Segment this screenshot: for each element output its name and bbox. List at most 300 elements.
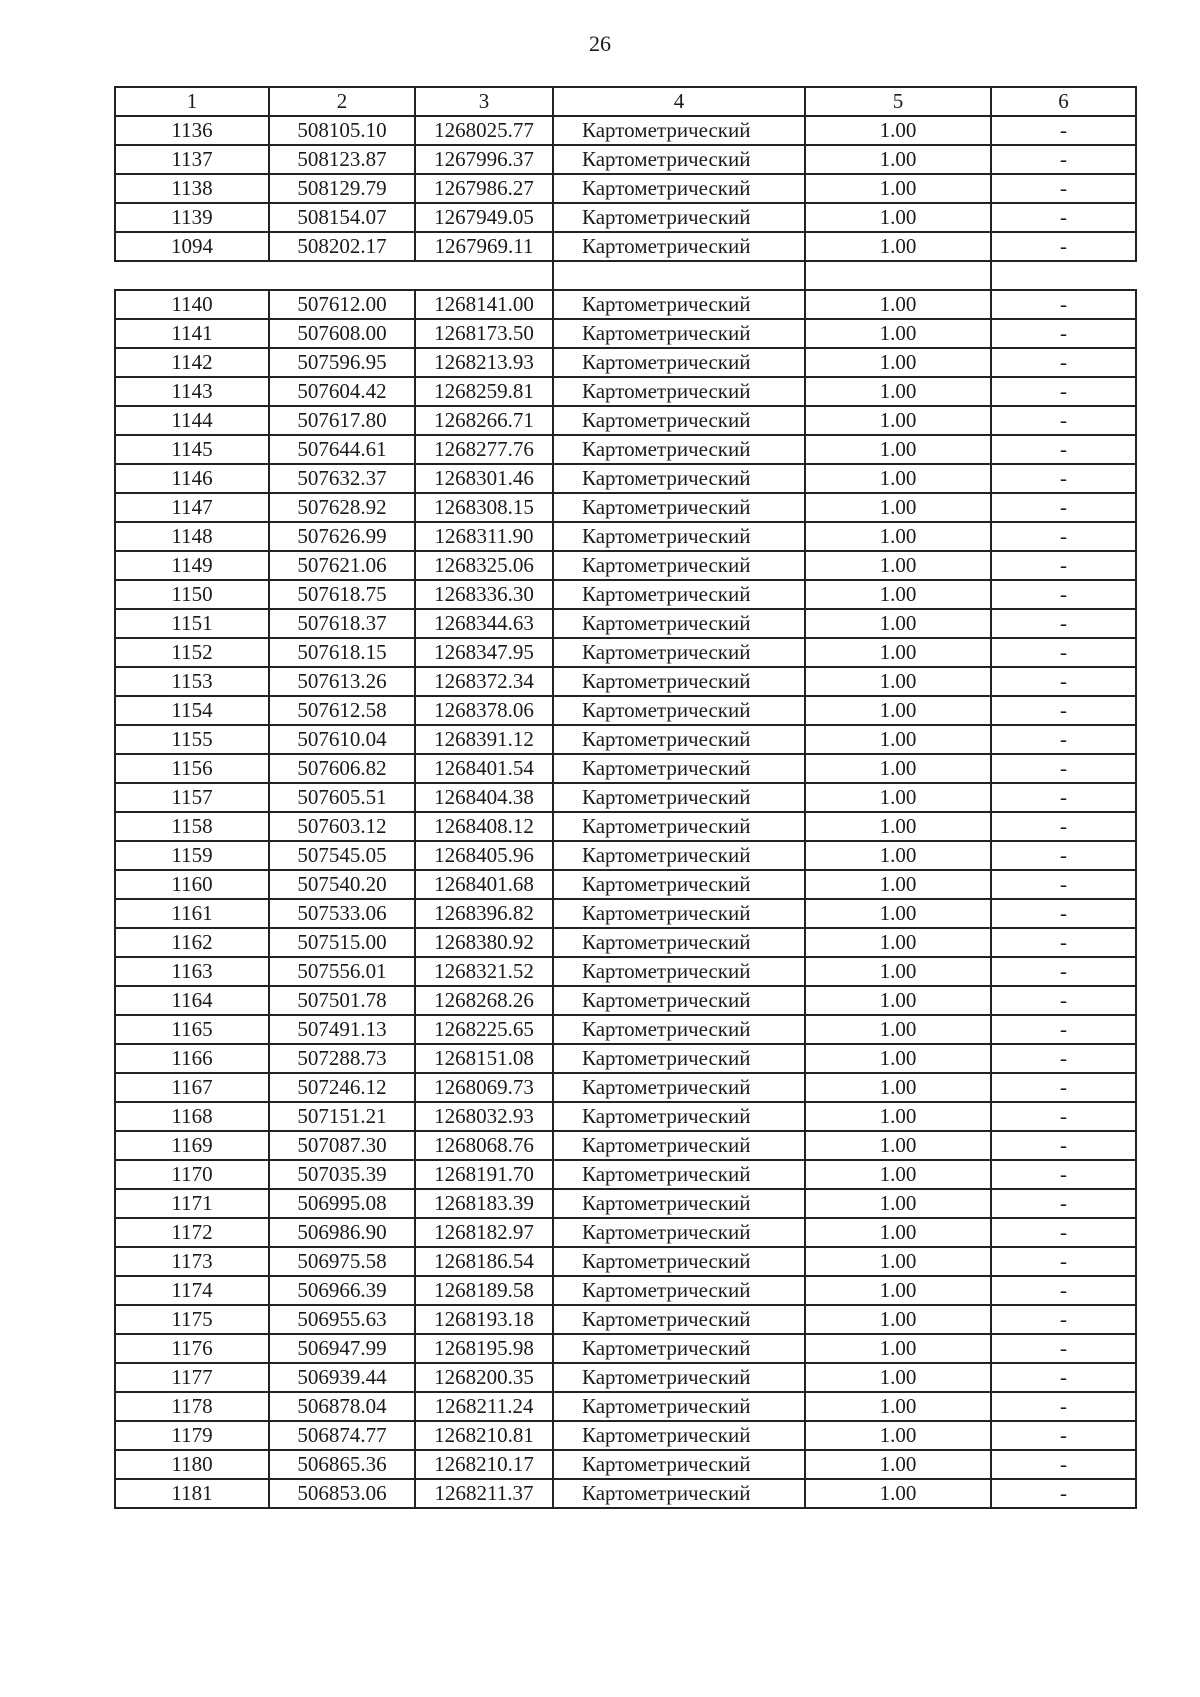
point-number-cell: 1178 <box>115 1392 269 1421</box>
x-coordinate-cell: 506947.99 <box>269 1334 415 1363</box>
table-row <box>115 1276 1136 1305</box>
method-cell: Картометрический <box>553 580 805 609</box>
x-coordinate-cell: 507613.26 <box>269 667 415 696</box>
x-coordinate-cell: 507035.39 <box>269 1160 415 1189</box>
note-cell: - <box>991 493 1136 522</box>
note-cell: - <box>991 522 1136 551</box>
table-row <box>115 957 1136 986</box>
y-coordinate-cell: 1268380.92 <box>415 928 553 957</box>
note-cell: - <box>991 928 1136 957</box>
accuracy-cell: 1.00 <box>805 725 991 754</box>
accuracy-cell: 1.00 <box>805 783 991 812</box>
y-coordinate-cell: 1268141.00 <box>415 290 553 319</box>
y-coordinate-cell: 1268195.98 <box>415 1334 553 1363</box>
point-number-cell: 1168 <box>115 1102 269 1131</box>
y-coordinate-cell: 1268259.81 <box>415 377 553 406</box>
method-cell: Картометрический <box>553 1305 805 1334</box>
method-cell: Картометрический <box>553 1102 805 1131</box>
empty-cell <box>553 261 805 290</box>
point-number-cell: 1137 <box>115 145 269 174</box>
table-row <box>115 1131 1136 1160</box>
y-coordinate-cell: 1268347.95 <box>415 638 553 667</box>
point-number-cell: 1139 <box>115 203 269 232</box>
method-cell: Картометрический <box>553 899 805 928</box>
accuracy-cell: 1.00 <box>805 1276 991 1305</box>
note-cell: - <box>991 377 1136 406</box>
note-cell: - <box>991 812 1136 841</box>
accuracy-cell: 1.00 <box>805 1160 991 1189</box>
x-coordinate-cell: 507612.58 <box>269 696 415 725</box>
table-row <box>115 841 1136 870</box>
note-cell: - <box>991 667 1136 696</box>
table-row <box>115 1015 1136 1044</box>
y-coordinate-cell: 1268401.54 <box>415 754 553 783</box>
point-number-cell: 1170 <box>115 1160 269 1189</box>
table-row <box>115 667 1136 696</box>
accuracy-cell: 1.00 <box>805 812 991 841</box>
point-number-cell: 1153 <box>115 667 269 696</box>
empty-cell <box>115 261 553 290</box>
y-coordinate-cell: 1268189.58 <box>415 1276 553 1305</box>
point-number-cell: 1145 <box>115 435 269 464</box>
note-cell: - <box>991 1479 1136 1508</box>
table-row <box>115 1160 1136 1189</box>
note-cell: - <box>991 783 1136 812</box>
accuracy-cell: 1.00 <box>805 464 991 493</box>
empty-cell <box>805 261 991 290</box>
table-row <box>115 174 1136 203</box>
table-row <box>115 638 1136 667</box>
accuracy-cell: 1.00 <box>805 551 991 580</box>
y-coordinate-cell: 1268211.24 <box>415 1392 553 1421</box>
method-cell: Картометрический <box>553 1218 805 1247</box>
method-cell: Картометрический <box>553 232 805 261</box>
x-coordinate-cell: 507151.21 <box>269 1102 415 1131</box>
accuracy-cell: 1.00 <box>805 957 991 986</box>
point-number-cell: 1160 <box>115 870 269 899</box>
y-coordinate-cell: 1268277.76 <box>415 435 553 464</box>
note-cell: - <box>991 725 1136 754</box>
method-cell: Картометрический <box>553 928 805 957</box>
note-cell: - <box>991 116 1136 145</box>
method-cell: Картометрический <box>553 1131 805 1160</box>
note-cell: - <box>991 1392 1136 1421</box>
table-row <box>115 899 1136 928</box>
table-row <box>115 232 1136 261</box>
point-number-cell: 1144 <box>115 406 269 435</box>
y-coordinate-cell: 1268068.76 <box>415 1131 553 1160</box>
x-coordinate-cell: 507632.37 <box>269 464 415 493</box>
y-coordinate-cell: 1268396.82 <box>415 899 553 928</box>
y-coordinate-cell: 1268211.37 <box>415 1479 553 1508</box>
note-cell: - <box>991 174 1136 203</box>
table-row <box>115 145 1136 174</box>
note-cell: - <box>991 290 1136 319</box>
method-cell: Картометрический <box>553 1189 805 1218</box>
note-cell: - <box>991 551 1136 580</box>
accuracy-cell: 1.00 <box>805 1421 991 1450</box>
point-number-cell: 1136 <box>115 116 269 145</box>
table-row <box>115 1247 1136 1276</box>
y-coordinate-cell: 1268200.35 <box>415 1363 553 1392</box>
accuracy-cell: 1.00 <box>805 841 991 870</box>
point-number-cell: 1181 <box>115 1479 269 1508</box>
accuracy-cell: 1.00 <box>805 899 991 928</box>
method-cell: Картометрический <box>553 493 805 522</box>
x-coordinate-cell: 506986.90 <box>269 1218 415 1247</box>
point-number-cell: 1141 <box>115 319 269 348</box>
y-coordinate-cell: 1268391.12 <box>415 725 553 754</box>
table-row <box>115 783 1136 812</box>
y-coordinate-cell: 1268186.54 <box>415 1247 553 1276</box>
note-cell: - <box>991 1334 1136 1363</box>
table-row <box>115 1218 1136 1247</box>
note-cell: - <box>991 145 1136 174</box>
note-cell: - <box>991 1015 1136 1044</box>
x-coordinate-cell: 508202.17 <box>269 232 415 261</box>
method-cell: Картометрический <box>553 551 805 580</box>
point-number-cell: 1162 <box>115 928 269 957</box>
page-number: 26 <box>589 31 611 56</box>
y-coordinate-cell: 1268378.06 <box>415 696 553 725</box>
table-row <box>115 1102 1136 1131</box>
y-coordinate-cell: 1268336.30 <box>415 580 553 609</box>
x-coordinate-cell: 507596.95 <box>269 348 415 377</box>
method-cell: Картометрический <box>553 1334 805 1363</box>
method-cell: Картометрический <box>553 638 805 667</box>
table-row <box>115 1392 1136 1421</box>
x-coordinate-cell: 507626.99 <box>269 522 415 551</box>
note-cell: - <box>991 580 1136 609</box>
accuracy-cell: 1.00 <box>805 1189 991 1218</box>
note-cell: - <box>991 319 1136 348</box>
column-header: 2 <box>269 87 415 116</box>
method-cell: Картометрический <box>553 870 805 899</box>
point-number-cell: 1180 <box>115 1450 269 1479</box>
table-row <box>115 348 1136 377</box>
x-coordinate-cell: 506955.63 <box>269 1305 415 1334</box>
point-number-cell: 1161 <box>115 899 269 928</box>
method-cell: Картометрический <box>553 696 805 725</box>
point-number-cell: 1157 <box>115 783 269 812</box>
method-cell: Картометрический <box>553 783 805 812</box>
x-coordinate-cell: 507246.12 <box>269 1073 415 1102</box>
method-cell: Картометрический <box>553 406 805 435</box>
accuracy-cell: 1.00 <box>805 1131 991 1160</box>
column-header: 3 <box>415 87 553 116</box>
note-cell: - <box>991 232 1136 261</box>
table-gap-row <box>115 261 1136 290</box>
y-coordinate-cell: 1268069.73 <box>415 1073 553 1102</box>
note-cell: - <box>991 841 1136 870</box>
note-cell: - <box>991 1450 1136 1479</box>
x-coordinate-cell: 506995.08 <box>269 1189 415 1218</box>
table-row <box>115 696 1136 725</box>
method-cell: Картометрический <box>553 841 805 870</box>
point-number-cell: 1140 <box>115 290 269 319</box>
x-coordinate-cell: 507540.20 <box>269 870 415 899</box>
y-coordinate-cell: 1268193.18 <box>415 1305 553 1334</box>
method-cell: Картометрический <box>553 435 805 464</box>
method-cell: Картометрический <box>553 377 805 406</box>
column-header: 1 <box>115 87 269 116</box>
note-cell: - <box>991 609 1136 638</box>
accuracy-cell: 1.00 <box>805 145 991 174</box>
table-row <box>115 406 1136 435</box>
method-cell: Картометрический <box>553 812 805 841</box>
x-coordinate-cell: 507604.42 <box>269 377 415 406</box>
y-coordinate-cell: 1268266.71 <box>415 406 553 435</box>
table-row <box>115 754 1136 783</box>
y-coordinate-cell: 1268308.15 <box>415 493 553 522</box>
note-cell: - <box>991 754 1136 783</box>
y-coordinate-cell: 1268372.34 <box>415 667 553 696</box>
y-coordinate-cell: 1267996.37 <box>415 145 553 174</box>
x-coordinate-cell: 507618.15 <box>269 638 415 667</box>
method-cell: Картометрический <box>553 1044 805 1073</box>
x-coordinate-cell: 507491.13 <box>269 1015 415 1044</box>
point-number-cell: 1179 <box>115 1421 269 1450</box>
note-cell: - <box>991 1421 1136 1450</box>
x-coordinate-cell: 507515.00 <box>269 928 415 957</box>
accuracy-cell: 1.00 <box>805 1015 991 1044</box>
method-cell: Картометрический <box>553 754 805 783</box>
method-cell: Картометрический <box>553 319 805 348</box>
table-header-row <box>115 87 1136 116</box>
point-number-cell: 1143 <box>115 377 269 406</box>
column-header: 4 <box>553 87 805 116</box>
point-number-cell: 1159 <box>115 841 269 870</box>
x-coordinate-cell: 507556.01 <box>269 957 415 986</box>
table-row <box>115 319 1136 348</box>
column-header: 5 <box>805 87 991 116</box>
method-cell: Картометрический <box>553 1363 805 1392</box>
table-row <box>115 1073 1136 1102</box>
point-number-cell: 1147 <box>115 493 269 522</box>
point-number-cell: 1158 <box>115 812 269 841</box>
y-coordinate-cell: 1268025.77 <box>415 116 553 145</box>
note-cell: - <box>991 696 1136 725</box>
method-cell: Картометрический <box>553 290 805 319</box>
method-cell: Картометрический <box>553 348 805 377</box>
table-row <box>115 522 1136 551</box>
method-cell: Картометрический <box>553 1073 805 1102</box>
point-number-cell: 1175 <box>115 1305 269 1334</box>
accuracy-cell: 1.00 <box>805 1218 991 1247</box>
x-coordinate-cell: 508154.07 <box>269 203 415 232</box>
point-number-cell: 1156 <box>115 754 269 783</box>
accuracy-cell: 1.00 <box>805 203 991 232</box>
accuracy-cell: 1.00 <box>805 348 991 377</box>
method-cell: Картометрический <box>553 464 805 493</box>
accuracy-cell: 1.00 <box>805 1305 991 1334</box>
point-number-cell: 1173 <box>115 1247 269 1276</box>
method-cell: Картометрический <box>553 1276 805 1305</box>
x-coordinate-cell: 506975.58 <box>269 1247 415 1276</box>
accuracy-cell: 1.00 <box>805 1392 991 1421</box>
point-number-cell: 1148 <box>115 522 269 551</box>
accuracy-cell: 1.00 <box>805 493 991 522</box>
table-row <box>115 493 1136 522</box>
x-coordinate-cell: 507610.04 <box>269 725 415 754</box>
accuracy-cell: 1.00 <box>805 1073 991 1102</box>
note-cell: - <box>991 1073 1136 1102</box>
point-number-cell: 1152 <box>115 638 269 667</box>
accuracy-cell: 1.00 <box>805 1044 991 1073</box>
point-number-cell: 1172 <box>115 1218 269 1247</box>
note-cell: - <box>991 1102 1136 1131</box>
y-coordinate-cell: 1268311.90 <box>415 522 553 551</box>
point-number-cell: 1166 <box>115 1044 269 1073</box>
accuracy-cell: 1.00 <box>805 609 991 638</box>
accuracy-cell: 1.00 <box>805 580 991 609</box>
point-number-cell: 1165 <box>115 1015 269 1044</box>
x-coordinate-cell: 506865.36 <box>269 1450 415 1479</box>
y-coordinate-cell: 1268321.52 <box>415 957 553 986</box>
note-cell: - <box>991 1363 1136 1392</box>
x-coordinate-cell: 508123.87 <box>269 145 415 174</box>
method-cell: Картометрический <box>553 667 805 696</box>
table-gap-section <box>115 261 1136 290</box>
y-coordinate-cell: 1268191.70 <box>415 1160 553 1189</box>
note-cell: - <box>991 1044 1136 1073</box>
table-row <box>115 435 1136 464</box>
note-cell: - <box>991 899 1136 928</box>
coordinates-table <box>114 86 1137 1509</box>
accuracy-cell: 1.00 <box>805 986 991 1015</box>
method-cell: Картометрический <box>553 522 805 551</box>
x-coordinate-cell: 507617.80 <box>269 406 415 435</box>
point-number-cell: 1176 <box>115 1334 269 1363</box>
y-coordinate-cell: 1268182.97 <box>415 1218 553 1247</box>
point-number-cell: 1138 <box>115 174 269 203</box>
accuracy-cell: 1.00 <box>805 1247 991 1276</box>
note-cell: - <box>991 957 1136 986</box>
point-number-cell: 1149 <box>115 551 269 580</box>
method-cell: Картометрический <box>553 1247 805 1276</box>
note-cell: - <box>991 1276 1136 1305</box>
note-cell: - <box>991 406 1136 435</box>
x-coordinate-cell: 507621.06 <box>269 551 415 580</box>
accuracy-cell: 1.00 <box>805 435 991 464</box>
point-number-cell: 1177 <box>115 1363 269 1392</box>
y-coordinate-cell: 1268405.96 <box>415 841 553 870</box>
accuracy-cell: 1.00 <box>805 870 991 899</box>
y-coordinate-cell: 1268325.06 <box>415 551 553 580</box>
point-number-cell: 1169 <box>115 1131 269 1160</box>
accuracy-cell: 1.00 <box>805 174 991 203</box>
x-coordinate-cell: 507612.00 <box>269 290 415 319</box>
accuracy-cell: 1.00 <box>805 1102 991 1131</box>
table-row <box>115 1044 1136 1073</box>
method-cell: Картометрический <box>553 986 805 1015</box>
x-coordinate-cell: 507603.12 <box>269 812 415 841</box>
note-cell: - <box>991 1189 1136 1218</box>
point-number-cell: 1167 <box>115 1073 269 1102</box>
y-coordinate-cell: 1268173.50 <box>415 319 553 348</box>
accuracy-cell: 1.00 <box>805 754 991 783</box>
note-cell: - <box>991 464 1136 493</box>
table-row <box>115 928 1136 957</box>
method-cell: Картометрический <box>553 1450 805 1479</box>
note-cell: - <box>991 638 1136 667</box>
point-number-cell: 1174 <box>115 1276 269 1305</box>
y-coordinate-cell: 1268344.63 <box>415 609 553 638</box>
x-coordinate-cell: 506853.06 <box>269 1479 415 1508</box>
point-number-cell: 1146 <box>115 464 269 493</box>
x-coordinate-cell: 507606.82 <box>269 754 415 783</box>
y-coordinate-cell: 1267986.27 <box>415 174 553 203</box>
x-coordinate-cell: 507608.00 <box>269 319 415 348</box>
x-coordinate-cell: 506939.44 <box>269 1363 415 1392</box>
x-coordinate-cell: 508129.79 <box>269 174 415 203</box>
table-row <box>115 1334 1136 1363</box>
y-coordinate-cell: 1268408.12 <box>415 812 553 841</box>
table-row <box>115 377 1136 406</box>
table-row <box>115 1479 1136 1508</box>
empty-cell <box>991 261 1136 290</box>
x-coordinate-cell: 507628.92 <box>269 493 415 522</box>
table-row <box>115 1421 1136 1450</box>
accuracy-cell: 1.00 <box>805 232 991 261</box>
x-coordinate-cell: 507618.75 <box>269 580 415 609</box>
y-coordinate-cell: 1268210.81 <box>415 1421 553 1450</box>
x-coordinate-cell: 507644.61 <box>269 435 415 464</box>
method-cell: Картометрический <box>553 116 805 145</box>
y-coordinate-cell: 1268210.17 <box>415 1450 553 1479</box>
point-number-cell: 1142 <box>115 348 269 377</box>
table-row <box>115 986 1136 1015</box>
accuracy-cell: 1.00 <box>805 290 991 319</box>
note-cell: - <box>991 1131 1136 1160</box>
y-coordinate-cell: 1267949.05 <box>415 203 553 232</box>
y-coordinate-cell: 1268401.68 <box>415 870 553 899</box>
note-cell: - <box>991 986 1136 1015</box>
method-cell: Картометрический <box>553 203 805 232</box>
x-coordinate-cell: 507545.05 <box>269 841 415 870</box>
accuracy-cell: 1.00 <box>805 667 991 696</box>
note-cell: - <box>991 1305 1136 1334</box>
accuracy-cell: 1.00 <box>805 696 991 725</box>
table-row <box>115 464 1136 493</box>
y-coordinate-cell: 1268213.93 <box>415 348 553 377</box>
method-cell: Картометрический <box>553 1479 805 1508</box>
y-coordinate-cell: 1268151.08 <box>415 1044 553 1073</box>
y-coordinate-cell: 1268225.65 <box>415 1015 553 1044</box>
point-number-cell: 1150 <box>115 580 269 609</box>
table-row <box>115 1450 1136 1479</box>
point-number-cell: 1094 <box>115 232 269 261</box>
accuracy-cell: 1.00 <box>805 319 991 348</box>
table-row <box>115 116 1136 145</box>
method-cell: Картометрический <box>553 1421 805 1450</box>
method-cell: Картометрический <box>553 174 805 203</box>
table-row <box>115 870 1136 899</box>
note-cell: - <box>991 1218 1136 1247</box>
accuracy-cell: 1.00 <box>805 638 991 667</box>
table-row <box>115 609 1136 638</box>
point-number-cell: 1163 <box>115 957 269 986</box>
x-coordinate-cell: 507501.78 <box>269 986 415 1015</box>
accuracy-cell: 1.00 <box>805 928 991 957</box>
y-coordinate-cell: 1268268.26 <box>415 986 553 1015</box>
point-number-cell: 1154 <box>115 696 269 725</box>
table-block-1 <box>115 116 1136 261</box>
note-cell: - <box>991 435 1136 464</box>
table-row <box>115 1189 1136 1218</box>
point-number-cell: 1171 <box>115 1189 269 1218</box>
accuracy-cell: 1.00 <box>805 522 991 551</box>
